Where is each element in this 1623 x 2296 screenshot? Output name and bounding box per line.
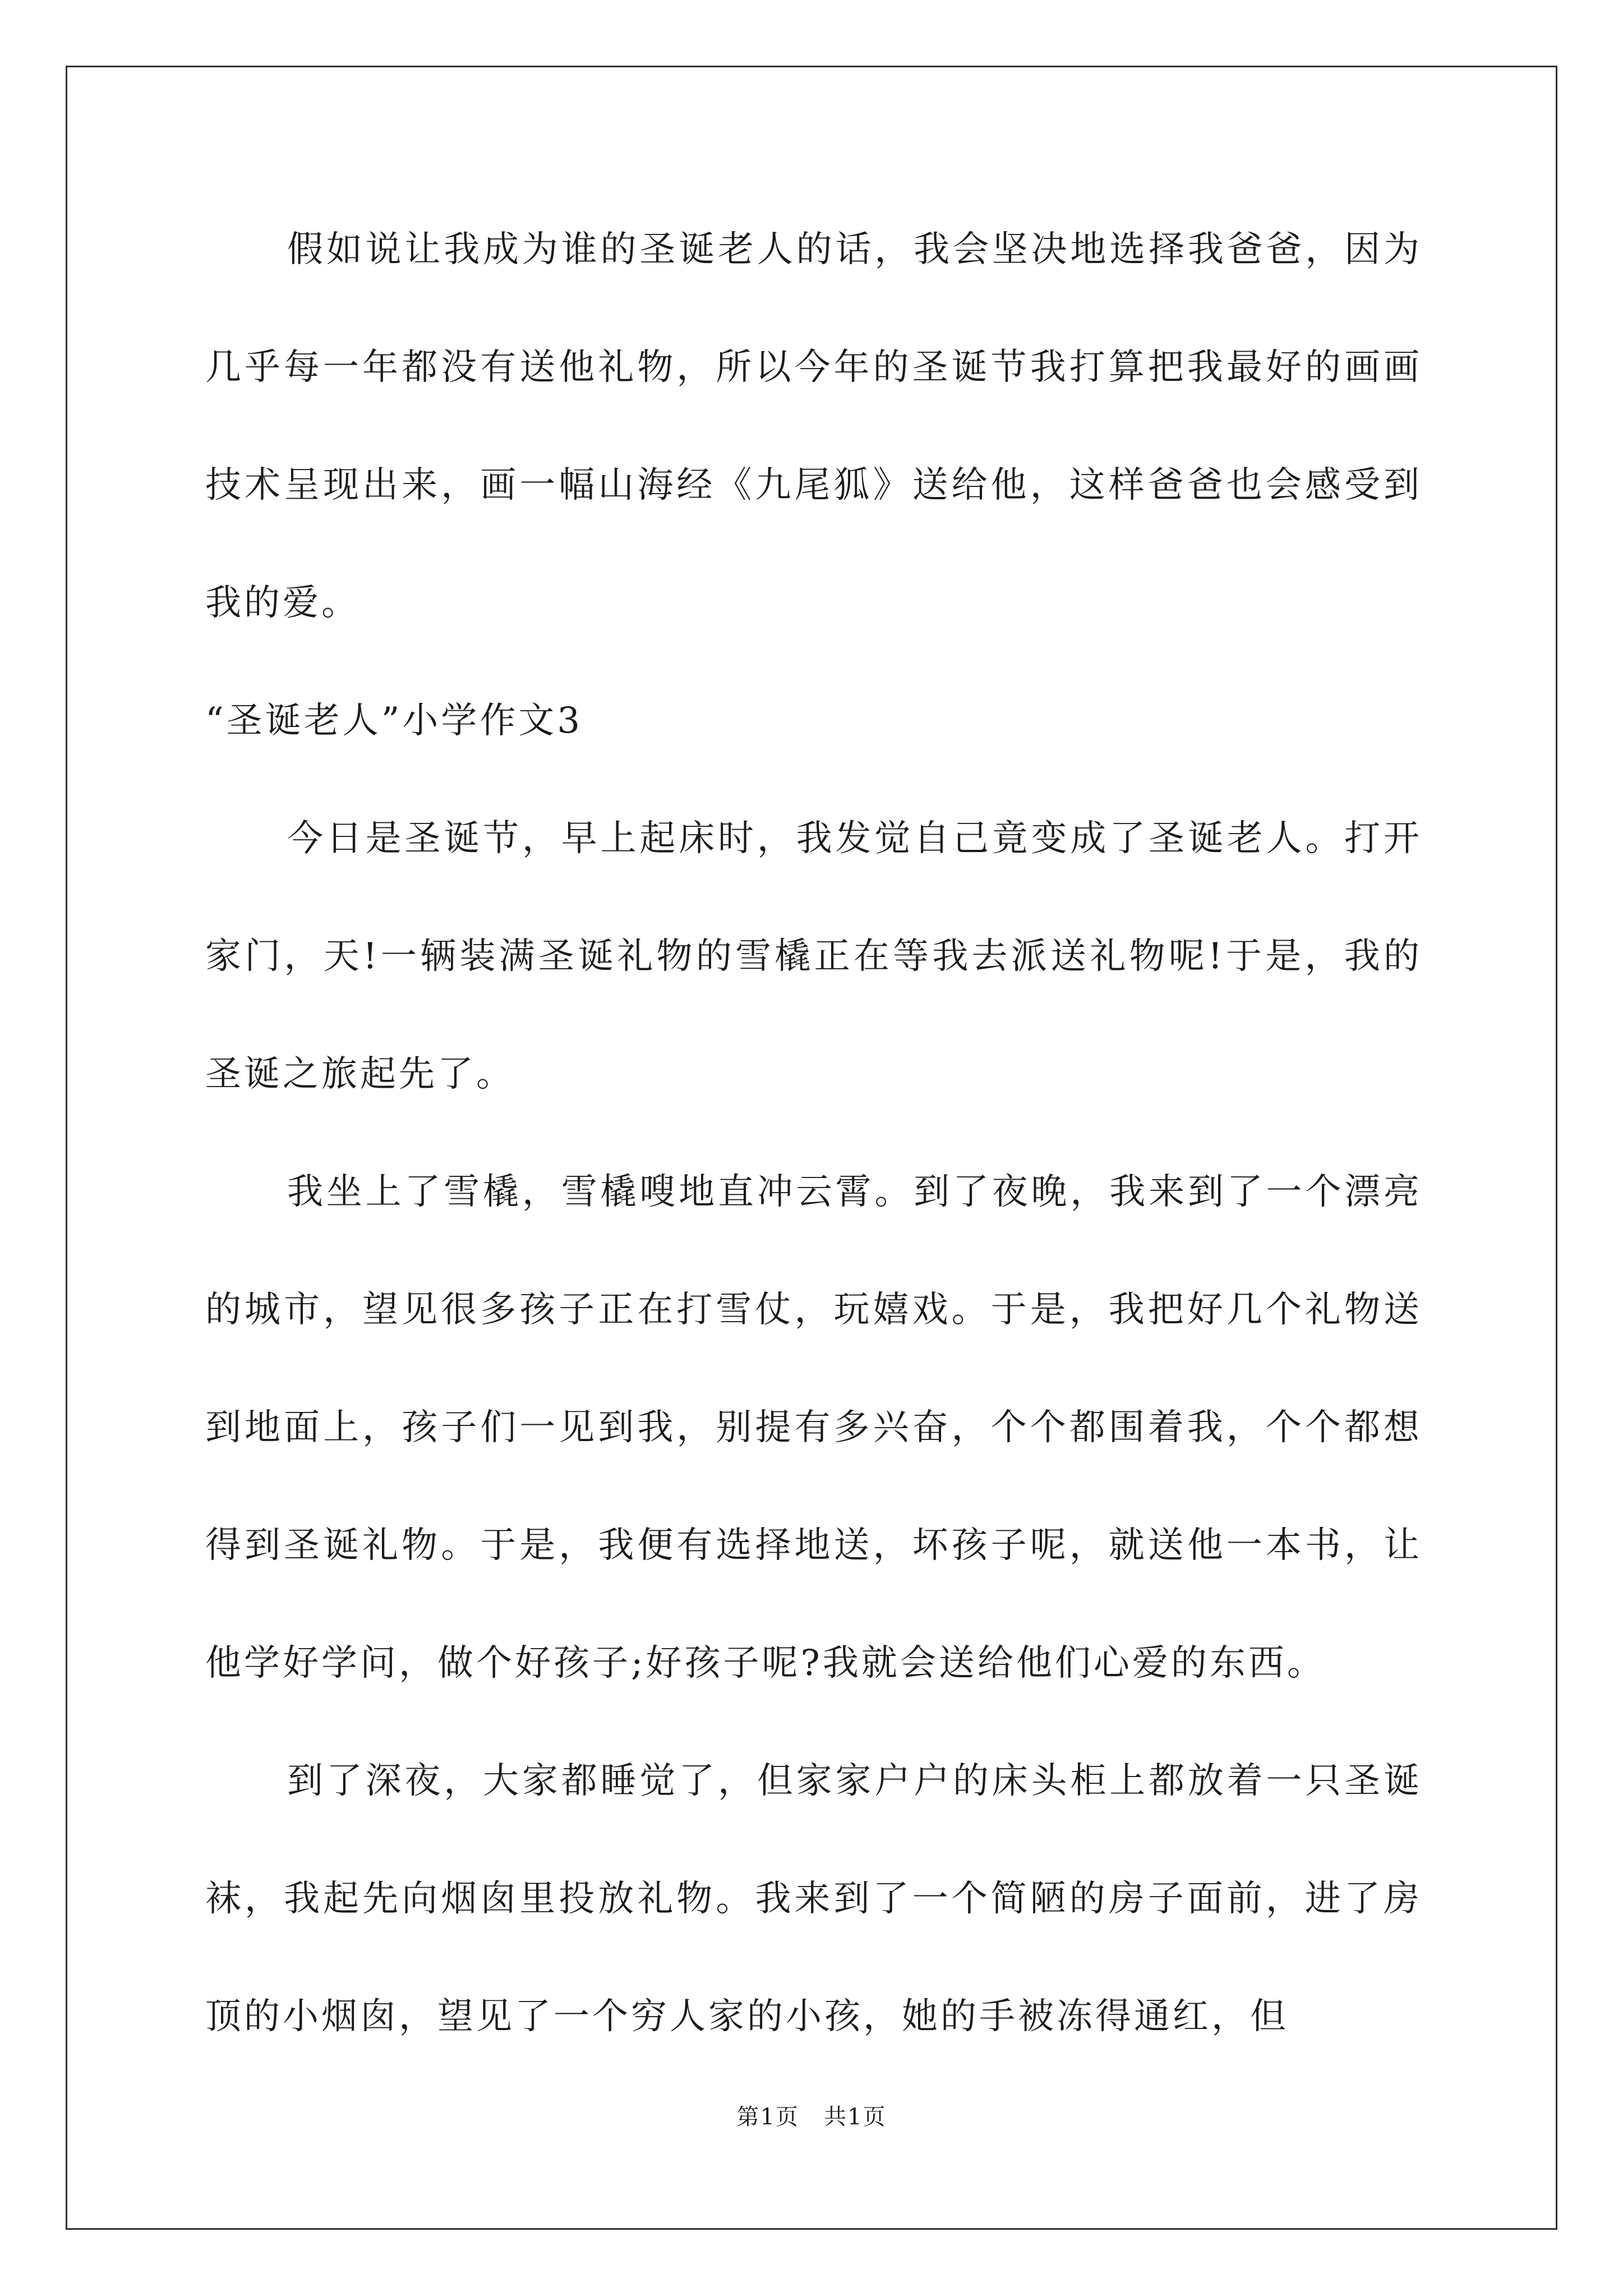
paragraph-4: 到了深夜，大家都睡觉了，但家家户户的床头柜上都放着一只圣诞袜，我起先向烟囱里投放礼物。我来到了一个简陋的房子面前，进了房顶的小烟囱，望见了一个穷人家的小孩，她的手被冻得通红，但 [205,1760,1422,2037]
page-number: 第1页 [736,2104,799,2130]
document-body [205,191,1422,2076]
paragraph-3: 我坐上了雪橇，雪橇嗖地直冲云霄。到了夜晚，我来到了一个漂亮的城市，望见很多孩子正在打雪仗，玩嬉戏。于是，我把好几个礼物送到地面上，孩子们一见到我，别提有多兴奋，个个都围着我，个个都想得到圣诞礼物。于是，我便有选择地送，坏孩子呢，就送他一本书，让他学好学问，做个好孩子;好孩子呢?我就会送给他们心爱的东西。 [205,1171,1422,1684]
paragraph-1: 假如说让我成为谁的圣诞老人的话，我会坚决地选择我爸爸，因为几乎每一年都没有送他礼物，所以今年的圣诞节我打算把我最好的画画技术呈现出来，画一幅山海经《九尾狐》送给他，这样爸爸也会感受到我的爱。 [205,229,1422,624]
paragraph-2: 今日是圣诞节，早上起床时，我发觉自己竟变成了圣诞老人。打开家门，天!一辆装满圣诞礼物的雪橇正在等我去派送礼物呢!于是，我的圣诞之旅起先了。 [205,818,1422,1095]
page-footer [0,2099,1623,2131]
section-heading: “圣诞老人”小学作文3 [205,700,583,742]
page-total: 共1页 [824,2104,887,2130]
